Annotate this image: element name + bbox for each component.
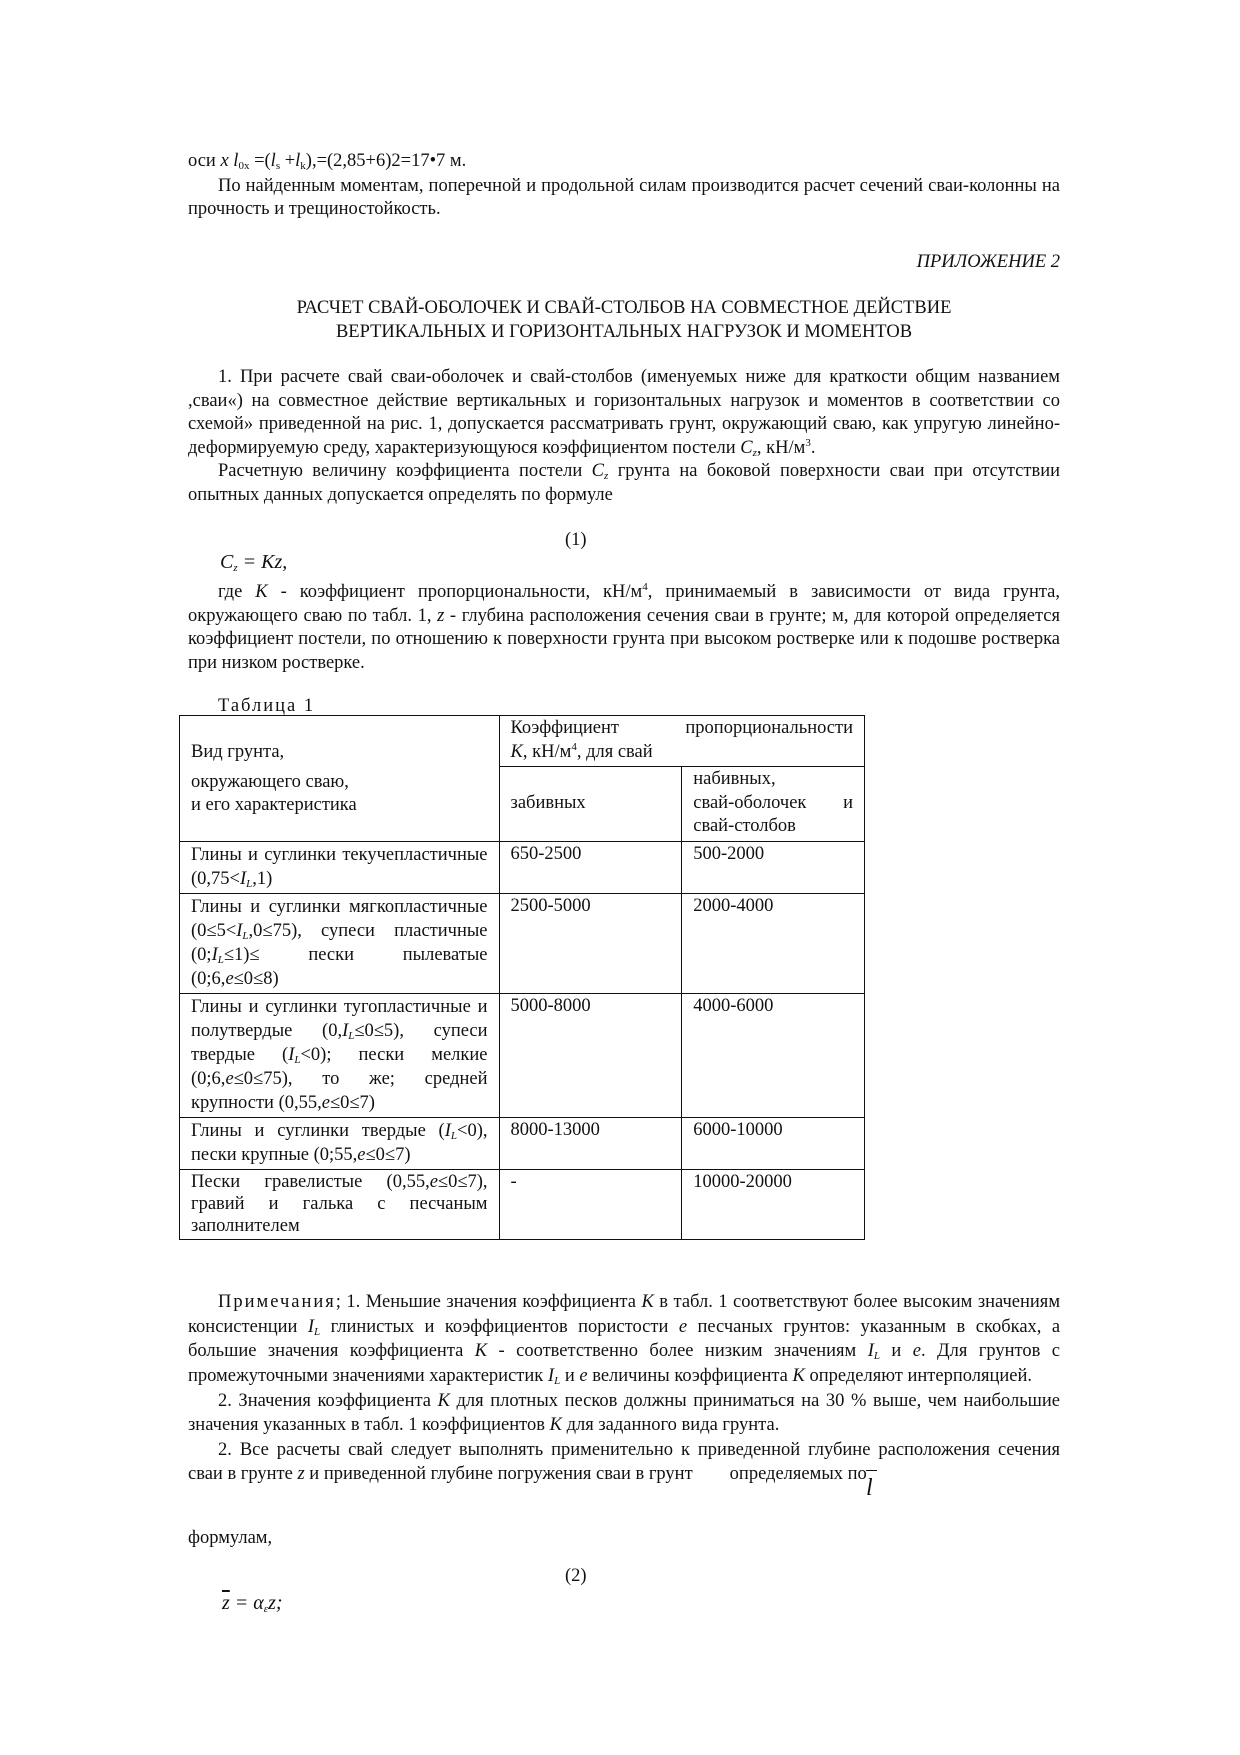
table-caption: Таблица 1 (218, 696, 316, 716)
cast-value: 500-2000 (682, 841, 865, 893)
cast-value: 2000-4000 (682, 893, 865, 993)
paragraph-2: Расчетную величину коэффициента постели $C_z$ грунта на боковой поверхности сваи при отсутствии опытных данных допускается определять по формуле (188, 461, 1061, 505)
cast-value: 10000-20000 (682, 1169, 865, 1239)
header-cast-piles: набивных, свай-оболочек и свай-столбов (682, 767, 865, 842)
table-row (180, 1117, 865, 1169)
paragraph-strength-check: По найденным моментам, поперечной и продольной силам производится расчет сечений сваи-колонны на прочность и трещиностойкость. (188, 175, 1060, 219)
driven-value: 2500-5000 (499, 893, 682, 993)
appendix-label: ПРИЛОЖЕНИЕ 2 (916, 252, 1060, 272)
body-block (188, 366, 1060, 507)
table-row (180, 841, 865, 893)
paragraph-3: где K - коэффициент пропорциональности, $кН/м^4$, принимаемый в зависимости от вида грунта, окружающего сваю по табл. 1, z - глубина расположения сечения сваи в грунте; м, для которой определяется коэффициент постели, по отношению к поверхности грунта при высоком ростверке или к подошве ростверка при низком ростверке. (188, 581, 1061, 673)
notes-label: Примечания (218, 1292, 336, 1312)
table-row (180, 893, 865, 993)
axis-length-line: оси x $l_{0x} =(l_s$ $+l_k),=(2,85+6)​2=17•7$ м. (188, 151, 467, 172)
driven-value: 8000-13000 (499, 1117, 682, 1169)
paragraph-3-block (188, 581, 1060, 675)
equation-2: $\overline{z} = \alpha_\varepsilon z$; (222, 1592, 283, 1615)
table-header-row (180, 716, 865, 767)
cz-symbol: C (740, 437, 753, 458)
soil-cell: Глины и суглинки текучепластичные $(0,75<I_L,1)$ (180, 841, 500, 893)
section-title-line1: РАСЧЕТ СВАЙ-ОБОЛОЧЕК И СВАЙ-СТОЛБОВ НА СОВМЕСТНОЕ ДЕЙСТВИЕ (296, 298, 952, 318)
overbar-l (866, 1470, 877, 1471)
formulas-label: формулам, (188, 1528, 273, 1548)
soil-cell: Глины и суглинки тугопластичные и полутвердые $(0,I_L\le 0\le 5)$, супеси твердые $(I_L<0)$; пески мелкие (0;6,e≤0≤75), то же; средней крупности (0,55,e≤0≤7) (180, 993, 500, 1117)
equation-1: $C_z = Kz$, (220, 551, 288, 574)
note-2: 2. Значения коэффициента K для плотных песков должны приниматься на 30 % выше, чем наибольшие значения указанных в табл. 1 коэффициентов K для заданного вида грунта. (188, 1391, 1060, 1435)
soil-cell: Глины и суглинки мягкопластичные $(0\le 5<I_L,0\le 75)$, супеси пластичные $(0;I_L\le 1)\le$ пески пылеватые (0;6,e≤0≤8) (180, 893, 500, 993)
reduced-depth-l-symbol: l (866, 1475, 873, 1501)
table-row (180, 1169, 865, 1239)
soil-cell: Пески гравелистые (0,55,e≤0≤7), гравий и галька с песчаным заполнителем (180, 1169, 500, 1239)
notes-block (188, 1290, 1060, 1486)
paragraph-1: 1. При расчете свай сваи-оболочек и свай-столбов (именуемых ниже для краткости общим названием ,сваи«) на совместное действие вертикальных и горизонтальных нагрузок и моментов в соответствии со схемой» приведенной на рис. 1, допускается рассматривать грунт, окружающий сваю, как упругую линейно-деформируемую среду, характеризующуюся коэффициентом постели $C_z$, $кН/м^3$. (188, 367, 1060, 459)
driven-value: - (499, 1169, 682, 1239)
cast-value: 4000-6000 (682, 993, 865, 1117)
header-coefficient-group: Коэффициент пропорциональности K, $кН/м^4$, для свай (499, 716, 864, 767)
driven-value: 650-2500 (499, 841, 682, 893)
driven-value: 5000-8000 (499, 993, 682, 1117)
header-soil-type: Вид грунта, окружающего сваю, и его характеристика (180, 716, 500, 842)
top-block (188, 150, 1060, 222)
table-row (180, 993, 865, 1117)
note-1: Примечания; 1. Меньшие значения коэффициента K в табл. 1 соответствуют более высоким значениям консистенции $I_L$ глинистых и коэффициентов пористости e песчаных грунтов: указанным в скобках, а большие значения коэффициента K - соответственно более низким значениям $I_L$ и e. Для грунтов с промежуточными значениями характеристик $I_L$ и e величины коэффициента K определяют интерполяцией. (188, 1292, 1061, 1387)
equation-2-number: (2) (565, 1566, 587, 1586)
equation-1-number: (1) (565, 530, 587, 550)
section-title-line2: ВЕРТИКАЛЬНЫХ И ГОРИЗОНТАЛЬНЫХ НАГРУЗОК И МОМЕНТОВ (335, 321, 913, 342)
soil-coefficient-table (179, 715, 865, 1240)
section-title (188, 297, 1060, 344)
cast-value: 6000-10000 (682, 1117, 865, 1169)
note-3: 2. Все расчеты свай следует выполнять применительно к приведенной глубине расположения сечения сваи в грунте z и приведенной глубине погружения сваи в грунт определяемых по (188, 1440, 1060, 1484)
soil-cell: Глины и суглинки твердые $(I_L<0)$, пески крупные (0;55,e≤0≤7) (180, 1117, 500, 1169)
header-driven-piles: забивных (499, 767, 682, 842)
